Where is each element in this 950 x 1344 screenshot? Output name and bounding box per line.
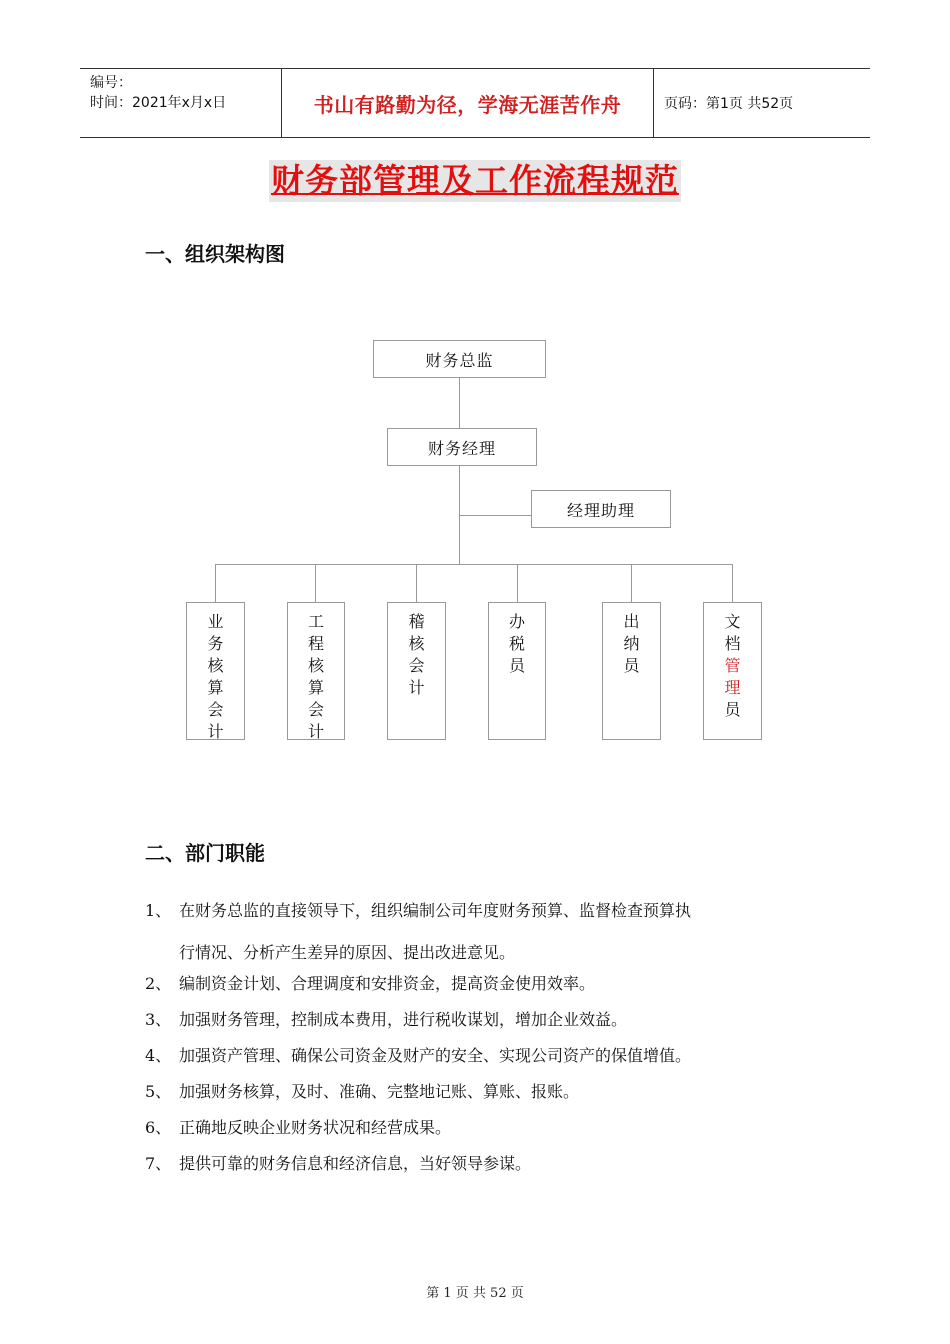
list-item-text: 提供可靠的财务信息和经济信息，当好领导参谋。 — [179, 1154, 532, 1173]
connector-line — [459, 377, 460, 428]
list-item-text: 加强资产管理、确保公司资金及财产的安全、实现公司资产的保值增值。 — [179, 1046, 692, 1065]
list-item-text: 加强财务核算，及时、准确、完整地记账、算账、报账。 — [179, 1082, 580, 1101]
org-node-char: 会 — [307, 700, 324, 719]
list-item — [145, 966, 595, 1002]
org-node-char: 稽 — [408, 612, 425, 631]
list-item-text: 正确地反映企业财务状况和经营成果。 — [179, 1118, 452, 1137]
org-node-cashier — [602, 602, 661, 740]
org-node-char: 计 — [307, 722, 324, 740]
connector-line — [416, 564, 417, 602]
connector-line — [732, 564, 733, 602]
org-node-char: 业 — [207, 612, 224, 631]
connector-line — [631, 564, 632, 602]
org-node-document-manager — [703, 602, 762, 740]
list-item-number: 5、 — [145, 1082, 172, 1101]
section-heading-org: 一、组织架构图 — [145, 242, 285, 266]
list-item — [145, 1146, 531, 1182]
org-node-char: 工 — [307, 612, 324, 631]
list-item — [145, 1074, 579, 1110]
org-node-char: 管 — [724, 656, 741, 675]
org-node-char: 核 — [207, 656, 224, 675]
list-item — [145, 893, 691, 929]
document-title: 财务部管理及工作流程规范 — [271, 161, 679, 200]
list-item-text: 编制资金计划、合理调度和安排资金，提高资金使用效率。 — [179, 974, 596, 993]
list-item-number: 1、 — [145, 901, 172, 920]
org-node-char: 务 — [207, 634, 224, 653]
org-node-business-accountant — [186, 602, 245, 740]
org-node-char: 出 — [623, 612, 640, 631]
list-item-text: 加强财务管理，控制成本费用，进行税收谋划，增加企业效益。 — [179, 1010, 628, 1029]
org-node-char: 会 — [207, 700, 224, 719]
org-node-char: 核 — [307, 656, 324, 675]
org-node-char: 程 — [307, 634, 324, 653]
org-node-cfo: 财务总监 — [373, 340, 546, 378]
connector-line — [459, 515, 532, 516]
time-label: 时间：2021年x月x日 — [90, 95, 227, 111]
org-node-char: 计 — [207, 722, 224, 740]
list-item-number: 2、 — [145, 974, 172, 993]
list-item-number: 4、 — [145, 1046, 172, 1065]
org-node-tax-clerk — [488, 602, 546, 740]
connector-line — [215, 564, 216, 602]
org-node-char: 员 — [623, 656, 640, 675]
org-node-char: 员 — [724, 700, 741, 719]
org-node-manager: 财务经理 — [387, 428, 537, 466]
org-node-char: 计 — [408, 678, 425, 697]
list-item — [145, 1110, 451, 1146]
org-node-audit-accountant — [387, 602, 446, 740]
header-meta — [80, 69, 282, 137]
page-header — [80, 68, 870, 138]
connector-line — [517, 564, 518, 602]
org-node-assistant: 经理助理 — [531, 490, 671, 528]
header-motto: 书山有路勤为径，学海无涯苦作舟 — [282, 69, 654, 137]
org-node-char: 会 — [408, 656, 425, 675]
org-node-char: 档 — [724, 634, 741, 653]
list-item — [145, 1002, 627, 1038]
number-label: 编号： — [90, 75, 132, 91]
list-item-text: 在财务总监的直接领导下，组织编制公司年度财务预算、监督检查预算执 — [179, 901, 692, 920]
org-node-char: 税 — [508, 634, 525, 653]
list-item-number: 7、 — [145, 1154, 172, 1173]
header-page-info: 页码：第1页 共52页 — [664, 96, 794, 112]
org-node-char: 核 — [408, 634, 425, 653]
list-item-continuation: 行情况、分析产生差异的原因、提出改进意见。 — [179, 943, 516, 962]
list-item-number: 3、 — [145, 1010, 172, 1029]
list-item — [145, 1038, 691, 1074]
org-node-char: 员 — [508, 656, 525, 675]
org-node-engineering-accountant — [287, 602, 345, 740]
connector-line — [315, 564, 316, 602]
document-title-wrap — [0, 160, 950, 202]
org-node-char: 文 — [724, 612, 741, 631]
org-node-char: 理 — [724, 678, 741, 697]
connector-line — [215, 564, 733, 565]
org-node-char: 算 — [207, 678, 224, 697]
list-item-number: 6、 — [145, 1118, 172, 1137]
org-node-char: 算 — [307, 678, 324, 697]
org-node-char: 办 — [508, 612, 525, 631]
section-heading-duties: 二、部门职能 — [145, 841, 265, 865]
org-node-char: 纳 — [623, 634, 640, 653]
page-footer: 第 1 页 共 52 页 — [426, 1286, 524, 1301]
